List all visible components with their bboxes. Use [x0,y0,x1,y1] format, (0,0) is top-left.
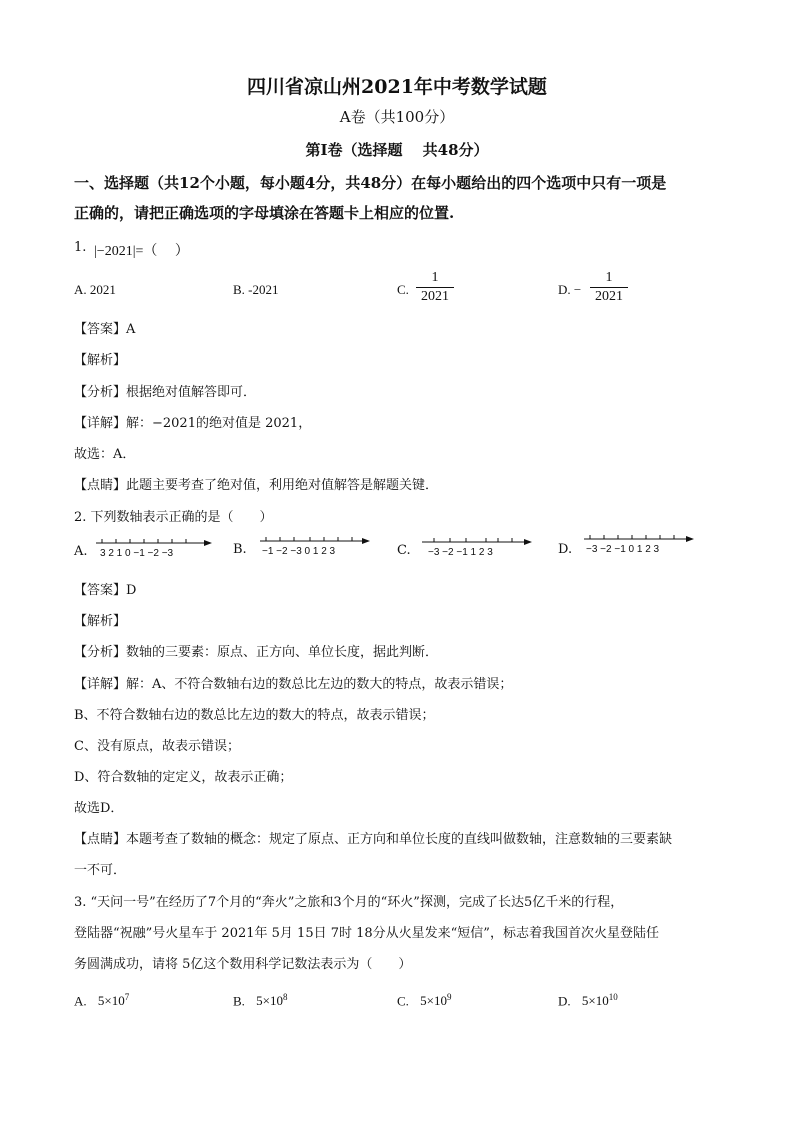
q1-option-c-denominator: 2021 [421,289,449,304]
q1-conclusion: 故选：A． [74,447,136,462]
q2-option-d-axis [582,531,697,545]
q1-option-c-label: C. [397,282,409,297]
q1-option-d-fraction [590,270,628,305]
q2-option-c-label: C. [397,543,411,558]
q3-stem-line2: 登陆器“祝融”号火星车于 2021年 5月 15日 7时 18分从火星发来“短信”，标志着我国首次火星登陆任 [74,926,659,941]
q3-option-c-base: 5×10 [420,993,448,1009]
q3-option-a-base: 5×10 [97,993,125,1009]
fraction-bar [416,287,454,288]
q2-explain-d: D、符合数轴的定定义，故表示正确； [74,770,293,785]
q3-stem-line1: 3. “天问一号”在经历了7个月的“奔火”之旅和3个月的“环火”探测，完成了长达5亿千米的行程， [74,895,624,910]
q1-option-d-denominator: 2021 [595,289,623,304]
q3-option-b [233,992,288,1009]
q3-option-b-exponent: 8 [283,992,288,1002]
q3-option-a [74,992,129,1009]
q3-stem-line3: 务圆满成功，请将 5亿这个数用科学记数法表示为（ ） [74,957,412,972]
q2-stem: 2. 下列数轴表示正确的是（ ） [74,510,273,525]
q2-fenxi: 【分析】数轴的三要素：原点、正方向、单位长度，据此判断． [74,645,439,660]
q3-option-c-label: C. [397,993,409,1009]
q1-option-b: B. -2021 [233,282,279,297]
section-instructions-line2: 正确的，请把正确选项的字母填涂在答题卡上相应的位置. [74,204,455,222]
q1-option-c-numerator: 1 [431,270,439,285]
q2-option-d-tick-labels: −3 −2 −1 0 1 2 3 [586,544,660,555]
q2-option-d-label: D. [558,542,573,557]
fraction-bar [590,287,628,288]
section-instructions-line1: 一、选择题（共12个小题，每小题4分，共48分）在每小题给出的四个选项中只有一项是 [74,174,667,192]
q1-answer: 【答案】A [74,322,136,337]
q1-fenxi: 【分析】根据绝对值解答即可． [74,385,257,400]
q3-option-b-label: B. [233,993,245,1009]
q2-option-b-tick-labels: −1 −2 −3 0 1 2 3 [262,546,336,557]
q2-analysis-heading: 【解析】 [74,614,127,629]
q1-dianjing: 【点睛】此题主要考查了绝对值，利用绝对值解答是解题关键． [74,478,439,493]
q3-option-d [558,992,618,1009]
q2-conclusion: 故选D． [74,801,124,816]
q3-option-b-base: 5×10 [256,993,284,1009]
q1-option-d-numerator: 1 [605,270,613,285]
q3-option-c [397,992,452,1009]
q3-option-a-label: A. [74,993,87,1009]
q2-option-b-axis [258,533,373,547]
q3-option-a-exponent: 7 [124,992,130,1002]
q3-option-d-label: D. [558,993,571,1009]
q1-option-c-fraction [416,270,454,305]
q1-stem: |−2021|=（ ） [94,244,189,259]
q3-option-d-exponent: 10 [608,992,618,1002]
q3-option-c-exponent: 9 [447,992,452,1002]
q2-dianjing-line1: 【点睛】本题考查了数轴的概念：规定了原点、正方向和单位长度的直线叫做数轴，注意数轴的三要素缺 [74,832,673,847]
page-title: 四川省凉山州2021年中考数学试题 [247,76,547,98]
q1-option-a: A. 2021 [74,282,116,297]
q2-option-a-label: A. [74,544,88,559]
q2-explain-c: C、没有原点，故表示错误； [74,739,240,754]
q2-option-a-tick-labels: 3 2 1 0 −1 −2 −3 [100,548,174,559]
q2-explain-b: B、不符合数轴右边的数总比左边的数大的特点，故表示错误； [74,708,435,723]
q2-option-b-label: B. [233,542,247,557]
q1-xiangjie: 【详解】解：−2021的绝对值是 2021， [74,416,312,431]
q2-option-a-axis [94,535,214,549]
q2-option-c-axis [420,534,535,548]
q2-xiangjie: 【详解】解：A、不符合数轴右边的数总比左边的数大的特点，故表示错误； [74,677,513,692]
q2-dianjing-line2: 一不可． [74,863,127,878]
q1-number: 1. [74,240,87,255]
q1-option-d-label: D. − [558,282,582,297]
volume-1-heading: 第I卷（选择题 共48分） [305,141,489,159]
q2-answer: 【答案】D [74,583,137,598]
q1-analysis-heading: 【解析】 [74,353,127,368]
q3-option-d-base: 5×10 [581,993,609,1009]
volume-a-heading: A卷（共100分） [339,108,455,126]
q2-option-c-tick-labels: −3 −2 −1 1 2 3 [428,547,493,558]
